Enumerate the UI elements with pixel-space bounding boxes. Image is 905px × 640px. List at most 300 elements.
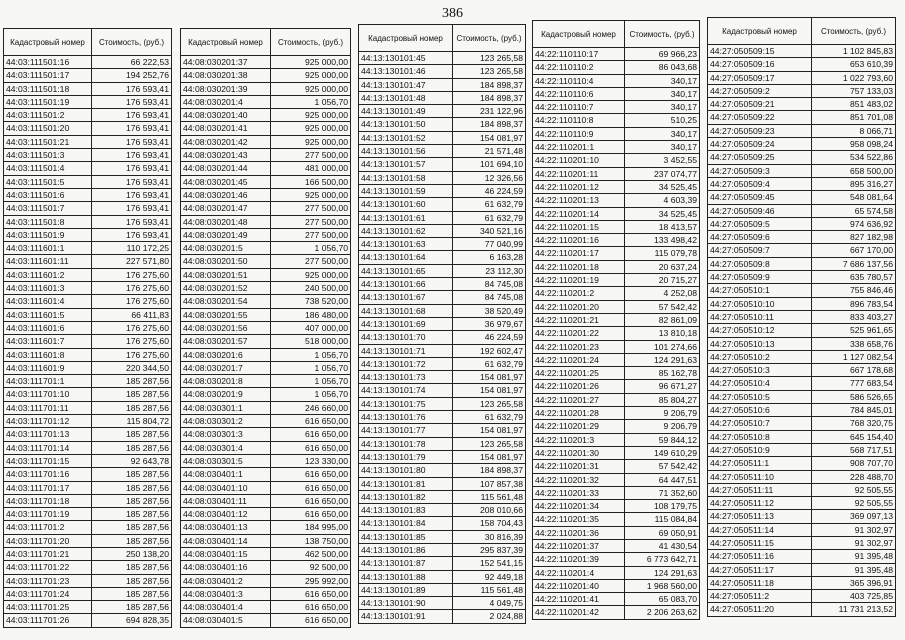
cadastral-number-cell: 44:13:130101:45: [359, 52, 453, 65]
cadastral-number-cell: 44:27:050510:10: [708, 297, 812, 310]
cost-cell: 340 521,16: [453, 224, 526, 237]
table-row: [181, 441, 351, 454]
cadastral-number-cell: 44:22:110201:39: [533, 553, 625, 566]
table-row: [533, 380, 700, 393]
cost-cell: 8 066,71: [812, 124, 896, 137]
table-row: [359, 424, 526, 437]
cadastral-number-cell: 44:13:130101:59: [359, 184, 453, 197]
table-row: [4, 401, 172, 414]
table-row: [4, 255, 172, 268]
table-row: [359, 411, 526, 424]
cost-cell: 694 828,35: [92, 614, 172, 627]
cost-cell: 154 081,97: [453, 371, 526, 384]
cost-cell: 635 780,57: [812, 271, 896, 284]
table-row: [533, 393, 700, 406]
cost-cell: 133 498,42: [625, 234, 700, 247]
cost-cell: 115 084,84: [625, 513, 700, 526]
cost-cell: 115 561,48: [453, 490, 526, 503]
cost-cell: 925 000,00: [271, 135, 351, 148]
table-row: [533, 167, 700, 180]
header-cadastral-number: Кадастровый номер: [181, 29, 271, 56]
table-row: [181, 268, 351, 281]
table-row: [533, 300, 700, 313]
cost-cell: 92 505,55: [812, 483, 896, 496]
cost-cell: 91 302,97: [812, 523, 896, 536]
table-row: [181, 149, 351, 162]
cadastral-number-cell: 44:08:030201:38: [181, 69, 271, 82]
cadastral-number-cell: 44:22:110201:21: [533, 313, 625, 326]
table-row: [708, 257, 896, 270]
cadastral-number-cell: 44:22:110110:4: [533, 74, 625, 87]
cost-cell: 107 857,38: [453, 477, 526, 490]
table-row: [533, 566, 700, 579]
table-row: [533, 154, 700, 167]
table-row: [181, 335, 351, 348]
cost-cell: 277 500,00: [271, 149, 351, 162]
cadastral-number-cell: 44:22:110201:4: [533, 566, 625, 579]
table-row: [4, 601, 172, 614]
table-row: [4, 454, 172, 467]
table-row: [181, 508, 351, 521]
cost-cell: 176 593,41: [92, 122, 172, 135]
header-cadastral-number: Кадастровый номер: [4, 29, 92, 56]
cost-cell: 616 650,00: [271, 481, 351, 494]
cost-cell: 185 287,56: [92, 534, 172, 547]
table-row: [181, 109, 351, 122]
cadastral-number-cell: 44:03:111501:16: [4, 56, 92, 69]
table-row: [359, 198, 526, 211]
cadastre-table-3: [358, 24, 526, 624]
table-row: [359, 211, 526, 224]
table-row: [708, 71, 896, 84]
table-row: [533, 420, 700, 433]
cost-cell: 925 000,00: [271, 122, 351, 135]
cost-cell: 20 715,27: [625, 274, 700, 287]
cadastral-number-cell: 44:03:111601:4: [4, 295, 92, 308]
cadastral-number-cell: 44:03:111701:26: [4, 614, 92, 627]
cost-cell: 246 660,00: [271, 401, 351, 414]
cost-cell: 176 275,60: [92, 335, 172, 348]
cost-cell: 176 275,60: [92, 282, 172, 295]
cadastral-number-cell: 44:08:030201:45: [181, 175, 271, 188]
cost-cell: 277 500,00: [271, 228, 351, 241]
table-row: [533, 460, 700, 473]
cost-cell: 616 650,00: [271, 614, 351, 627]
cadastral-number-cell: 44:22:110201:14: [533, 207, 625, 220]
cost-cell: 185 287,56: [92, 441, 172, 454]
table-row: [359, 477, 526, 490]
cadastral-number-cell: 44:27:050510:7: [708, 417, 812, 430]
cadastral-number-cell: 44:13:130101:78: [359, 437, 453, 450]
table-row: [359, 65, 526, 78]
table-row: [181, 361, 351, 374]
table-row: [181, 215, 351, 228]
table-row: [359, 91, 526, 104]
cost-cell: 176 593,41: [92, 202, 172, 215]
cost-cell: 110 172,25: [92, 242, 172, 255]
table-row: [4, 361, 172, 374]
cadastral-number-cell: 44:22:110201:18: [533, 260, 625, 273]
table-row: [359, 543, 526, 556]
cost-cell: 84 745,08: [453, 291, 526, 304]
table-row: [533, 220, 700, 233]
table-row: [359, 171, 526, 184]
cadastral-number-cell: 44:22:110201:20: [533, 300, 625, 313]
table-row: [708, 350, 896, 363]
cadastral-number-cell: 44:22:110201:27: [533, 393, 625, 406]
cadastral-number-cell: 44:13:130101:89: [359, 583, 453, 596]
cadastral-number-cell: 44:03:111501:18: [4, 82, 92, 95]
cost-cell: 338 658,76: [812, 337, 896, 350]
table-row: [181, 388, 351, 401]
table-row: [533, 274, 700, 287]
cost-cell: 30 816,39: [453, 530, 526, 543]
cadastre-table-4: [532, 20, 700, 620]
cadastral-number-cell: 44:03:111601:1: [4, 242, 92, 255]
cadastral-number-cell: 44:22:110201:15: [533, 220, 625, 233]
cadastral-number-cell: 44:08:030401:12: [181, 508, 271, 521]
cost-cell: 6 773 642,71: [625, 553, 700, 566]
table-row: [533, 48, 700, 61]
table-row: [359, 450, 526, 463]
table-row: [533, 194, 700, 207]
cadastral-number-cell: 44:22:110201:26: [533, 380, 625, 393]
cost-cell: 101 694,10: [453, 158, 526, 171]
table-row: [708, 430, 896, 443]
table-row: [708, 443, 896, 456]
cost-cell: 115 079,78: [625, 247, 700, 260]
table-row: [359, 145, 526, 158]
table-row: [359, 184, 526, 197]
cost-cell: 13 810,18: [625, 327, 700, 340]
cadastral-number-cell: 44:22:110201:28: [533, 407, 625, 420]
table-row: [533, 61, 700, 74]
cost-cell: 658 500,00: [812, 164, 896, 177]
cadastral-number-cell: 44:03:111601:8: [4, 348, 92, 361]
cost-cell: 46 224,59: [453, 331, 526, 344]
cadastral-number-cell: 44:08:030201:44: [181, 162, 271, 175]
cadastral-number-cell: 44:22:110201:32: [533, 473, 625, 486]
cost-cell: 958 098,24: [812, 138, 896, 151]
cadastral-number-cell: 44:08:030201:42: [181, 135, 271, 148]
cost-cell: 176 275,60: [92, 321, 172, 334]
cadastral-number-cell: 44:08:030201:49: [181, 228, 271, 241]
table-row: [359, 570, 526, 583]
table-row: [181, 521, 351, 534]
table-row: [181, 547, 351, 560]
cadastral-number-cell: 44:13:130101:52: [359, 131, 453, 144]
cost-cell: 158 704,43: [453, 517, 526, 530]
table-row: [359, 131, 526, 144]
cadastre-table-1: [3, 28, 172, 628]
cadastral-number-cell: 44:13:130101:74: [359, 384, 453, 397]
cadastral-number-cell: 44:03:111701:13: [4, 428, 92, 441]
table-row: [533, 593, 700, 606]
cadastral-number-cell: 44:27:050510:12: [708, 324, 812, 337]
cost-cell: 3 452,55: [625, 154, 700, 167]
cadastral-number-cell: 44:13:130101:86: [359, 543, 453, 556]
cadastral-number-cell: 44:08:030401:14: [181, 534, 271, 547]
table-row: [708, 550, 896, 563]
table-row: [708, 177, 896, 190]
cadastral-number-cell: 44:03:111501:8: [4, 215, 92, 228]
cost-cell: 755 846,46: [812, 284, 896, 297]
cadastral-number-cell: 44:08:030401:5: [181, 614, 271, 627]
cost-cell: 12 326,56: [453, 171, 526, 184]
cost-cell: 1 056,70: [271, 361, 351, 374]
cadastral-number-cell: 44:03:111701:14: [4, 441, 92, 454]
table-row: [181, 255, 351, 268]
cost-cell: 192 602,47: [453, 344, 526, 357]
table-row: [708, 603, 896, 616]
table-row: [181, 468, 351, 481]
cadastral-number-cell: 44:27:050509:4: [708, 177, 812, 190]
cost-cell: 92 505,55: [812, 497, 896, 510]
table-row: [708, 204, 896, 217]
table-row: [533, 313, 700, 326]
table-row: [4, 428, 172, 441]
cadastral-number-cell: 44:27:050511:18: [708, 576, 812, 589]
cost-cell: 277 500,00: [271, 255, 351, 268]
cadastral-number-cell: 44:08:030201:40: [181, 109, 271, 122]
table-row: [4, 481, 172, 494]
cadastral-number-cell: 44:13:130101:65: [359, 264, 453, 277]
table-row: [359, 464, 526, 477]
cadastral-number-cell: 44:03:111601:7: [4, 335, 92, 348]
cadastral-number-cell: 44:03:111701:10: [4, 388, 92, 401]
cadastral-number-cell: 44:27:050509:2: [708, 84, 812, 97]
table-row: [533, 340, 700, 353]
cadastral-number-cell: 44:08:030201:46: [181, 188, 271, 201]
cost-cell: 9 206,79: [625, 407, 700, 420]
cadastral-number-cell: 44:03:111501:6: [4, 188, 92, 201]
table-row: [359, 583, 526, 596]
cadastral-number-cell: 44:08:030401:4: [181, 601, 271, 614]
cadastral-number-cell: 44:27:050509:16: [708, 58, 812, 71]
cost-cell: 123 265,58: [453, 65, 526, 78]
cadastral-number-cell: 44:08:030401:1: [181, 468, 271, 481]
cost-cell: 36 979,67: [453, 317, 526, 330]
cost-cell: 250 138,20: [92, 547, 172, 560]
cadastre-table-2: [180, 28, 351, 628]
cost-cell: 176 593,41: [92, 188, 172, 201]
cost-cell: 295 992,00: [271, 574, 351, 587]
header-cadastral-number: Кадастровый номер: [708, 18, 812, 45]
cost-cell: 525 961,65: [812, 324, 896, 337]
cost-cell: 124 291,63: [625, 353, 700, 366]
table-row: [4, 188, 172, 201]
table-row: [181, 56, 351, 69]
table-row: [533, 539, 700, 552]
cadastral-number-cell: 44:13:130101:46: [359, 65, 453, 78]
cadastral-number-cell: 44:13:130101:58: [359, 171, 453, 184]
table-row: [4, 348, 172, 361]
cost-cell: 69 050,91: [625, 526, 700, 539]
table-row: [708, 470, 896, 483]
table-row: [708, 404, 896, 417]
header-cadastral-number: Кадастровый номер: [359, 25, 453, 52]
cadastral-number-cell: 44:03:111701:21: [4, 547, 92, 560]
cost-cell: 65 574,58: [812, 204, 896, 217]
table-row: [181, 175, 351, 188]
cost-cell: 925 000,00: [271, 188, 351, 201]
cadastral-number-cell: 44:22:110201:2: [533, 287, 625, 300]
table-row: [533, 207, 700, 220]
cadastral-number-cell: 44:22:110110:7: [533, 101, 625, 114]
cost-cell: 23 112,30: [453, 264, 526, 277]
cadastral-number-cell: 44:27:050511:16: [708, 550, 812, 563]
cost-cell: 4 252,08: [625, 287, 700, 300]
cadastral-number-cell: 44:08:030201:52: [181, 282, 271, 295]
page-number: 386: [442, 6, 463, 21]
table-row: [708, 297, 896, 310]
cost-cell: 7 686 137,56: [812, 257, 896, 270]
cadastral-number-cell: 44:03:111701:23: [4, 574, 92, 587]
cost-cell: 1 102 845,83: [812, 45, 896, 58]
cost-cell: 518 000,00: [271, 335, 351, 348]
cost-cell: 895 316,27: [812, 177, 896, 190]
cadastral-number-cell: 44:27:050511:10: [708, 470, 812, 483]
table-row: [708, 310, 896, 323]
table-row: [533, 513, 700, 526]
cadastral-number-cell: 44:03:111601:6: [4, 321, 92, 334]
cost-cell: 616 650,00: [271, 494, 351, 507]
cost-cell: 61 632,79: [453, 211, 526, 224]
cadastral-number-cell: 44:08:030201:47: [181, 202, 271, 215]
table-row: [4, 242, 172, 255]
cadastral-number-cell: 44:27:050509:22: [708, 111, 812, 124]
cost-cell: 154 081,97: [453, 384, 526, 397]
cost-cell: 534 522,86: [812, 151, 896, 164]
table-row: [4, 614, 172, 627]
cost-cell: 1 056,70: [271, 375, 351, 388]
cost-cell: 96 671,27: [625, 380, 700, 393]
cadastral-number-cell: 44:08:030201:51: [181, 268, 271, 281]
cost-cell: 340,17: [625, 87, 700, 100]
cadastral-number-cell: 44:03:111701:19: [4, 508, 92, 521]
table-row: [359, 597, 526, 610]
cost-cell: 176 275,60: [92, 268, 172, 281]
table-row: [708, 151, 896, 164]
cadastral-number-cell: 44:03:111701:20: [4, 534, 92, 547]
table-row: [359, 397, 526, 410]
cadastral-number-cell: 44:22:110201:30: [533, 446, 625, 459]
table-row: [4, 415, 172, 428]
cost-cell: 91 302,97: [812, 536, 896, 549]
cadastral-number-cell: 44:13:130101:85: [359, 530, 453, 543]
table-row: [708, 164, 896, 177]
table-row: [4, 56, 172, 69]
table-row: [708, 364, 896, 377]
table-row: [359, 317, 526, 330]
table-row: [181, 321, 351, 334]
table-row: [533, 101, 700, 114]
cost-cell: 185 287,56: [92, 508, 172, 521]
table-row: [4, 468, 172, 481]
header-cost: Стоимость, (руб.): [812, 18, 896, 45]
cost-cell: 184 898,37: [453, 118, 526, 131]
cadastral-number-cell: 44:13:130101:71: [359, 344, 453, 357]
cadastral-number-cell: 44:08:030401:15: [181, 547, 271, 560]
table-row: [181, 481, 351, 494]
cost-cell: 91 395,48: [812, 563, 896, 576]
cost-cell: 2 206 263,62: [625, 606, 700, 619]
table-row: [359, 105, 526, 118]
cost-cell: 616 650,00: [271, 601, 351, 614]
cadastral-number-cell: 44:27:050510:8: [708, 430, 812, 443]
table-row: [533, 353, 700, 366]
table-row: [708, 377, 896, 390]
table-row: [359, 517, 526, 530]
cadastral-number-cell: 44:08:030201:56: [181, 321, 271, 334]
cost-cell: 2 024,88: [453, 610, 526, 623]
cadastral-number-cell: 44:13:130101:82: [359, 490, 453, 503]
table-row: [4, 149, 172, 162]
cadastral-number-cell: 44:13:130101:60: [359, 198, 453, 211]
table-row: [181, 69, 351, 82]
cost-cell: 1 022 793,60: [812, 71, 896, 84]
cost-cell: 185 287,56: [92, 481, 172, 494]
cost-cell: 277 500,00: [271, 215, 351, 228]
table-row: [181, 308, 351, 321]
cadastral-number-cell: 44:08:030401:13: [181, 521, 271, 534]
cost-cell: 184 898,37: [453, 78, 526, 91]
table-row: [4, 69, 172, 82]
cost-cell: 69 966,23: [625, 48, 700, 61]
table-row: [181, 494, 351, 507]
cost-cell: 86 043,68: [625, 61, 700, 74]
cost-cell: 92 643,78: [92, 454, 172, 467]
cost-cell: 20 637,24: [625, 260, 700, 273]
table-row: [4, 162, 172, 175]
cost-cell: 768 320,75: [812, 417, 896, 430]
table-row: [708, 111, 896, 124]
table-row: [4, 308, 172, 321]
table-row: [708, 217, 896, 230]
cost-cell: 925 000,00: [271, 268, 351, 281]
cost-cell: 115 804,72: [92, 415, 172, 428]
cost-cell: 757 133,03: [812, 84, 896, 97]
cadastral-number-cell: 44:27:050511:14: [708, 523, 812, 536]
table-row: [708, 324, 896, 337]
cost-cell: 123 265,58: [453, 52, 526, 65]
cadastral-number-cell: 44:13:130101:83: [359, 504, 453, 517]
table-row: [4, 375, 172, 388]
cadastral-number-cell: 44:13:130101:62: [359, 224, 453, 237]
cadastral-number-cell: 44:08:030401:2: [181, 574, 271, 587]
cadastral-number-cell: 44:03:111701:18: [4, 494, 92, 507]
cost-cell: 1 127 082,54: [812, 350, 896, 363]
cost-cell: 176 593,41: [92, 175, 172, 188]
cost-cell: 833 403,27: [812, 310, 896, 323]
cadastral-number-cell: 44:08:030201:54: [181, 295, 271, 308]
table-row: [359, 530, 526, 543]
cost-cell: 176 593,41: [92, 82, 172, 95]
cost-cell: 1 056,70: [271, 348, 351, 361]
header-cost: Стоимость, (руб.): [271, 29, 351, 56]
cadastral-number-cell: 44:13:130101:57: [359, 158, 453, 171]
table-row: [359, 371, 526, 384]
cost-cell: 184 898,37: [453, 91, 526, 104]
cost-cell: 510,25: [625, 114, 700, 127]
cadastral-number-cell: 44:27:050509:23: [708, 124, 812, 137]
table-row: [708, 284, 896, 297]
cadastral-number-cell: 44:03:111501:2: [4, 109, 92, 122]
cadastral-number-cell: 44:13:130101:81: [359, 477, 453, 490]
cost-cell: 84 745,08: [453, 278, 526, 291]
cadastral-number-cell: 44:22:110201:23: [533, 340, 625, 353]
cost-cell: 91 395,48: [812, 550, 896, 563]
